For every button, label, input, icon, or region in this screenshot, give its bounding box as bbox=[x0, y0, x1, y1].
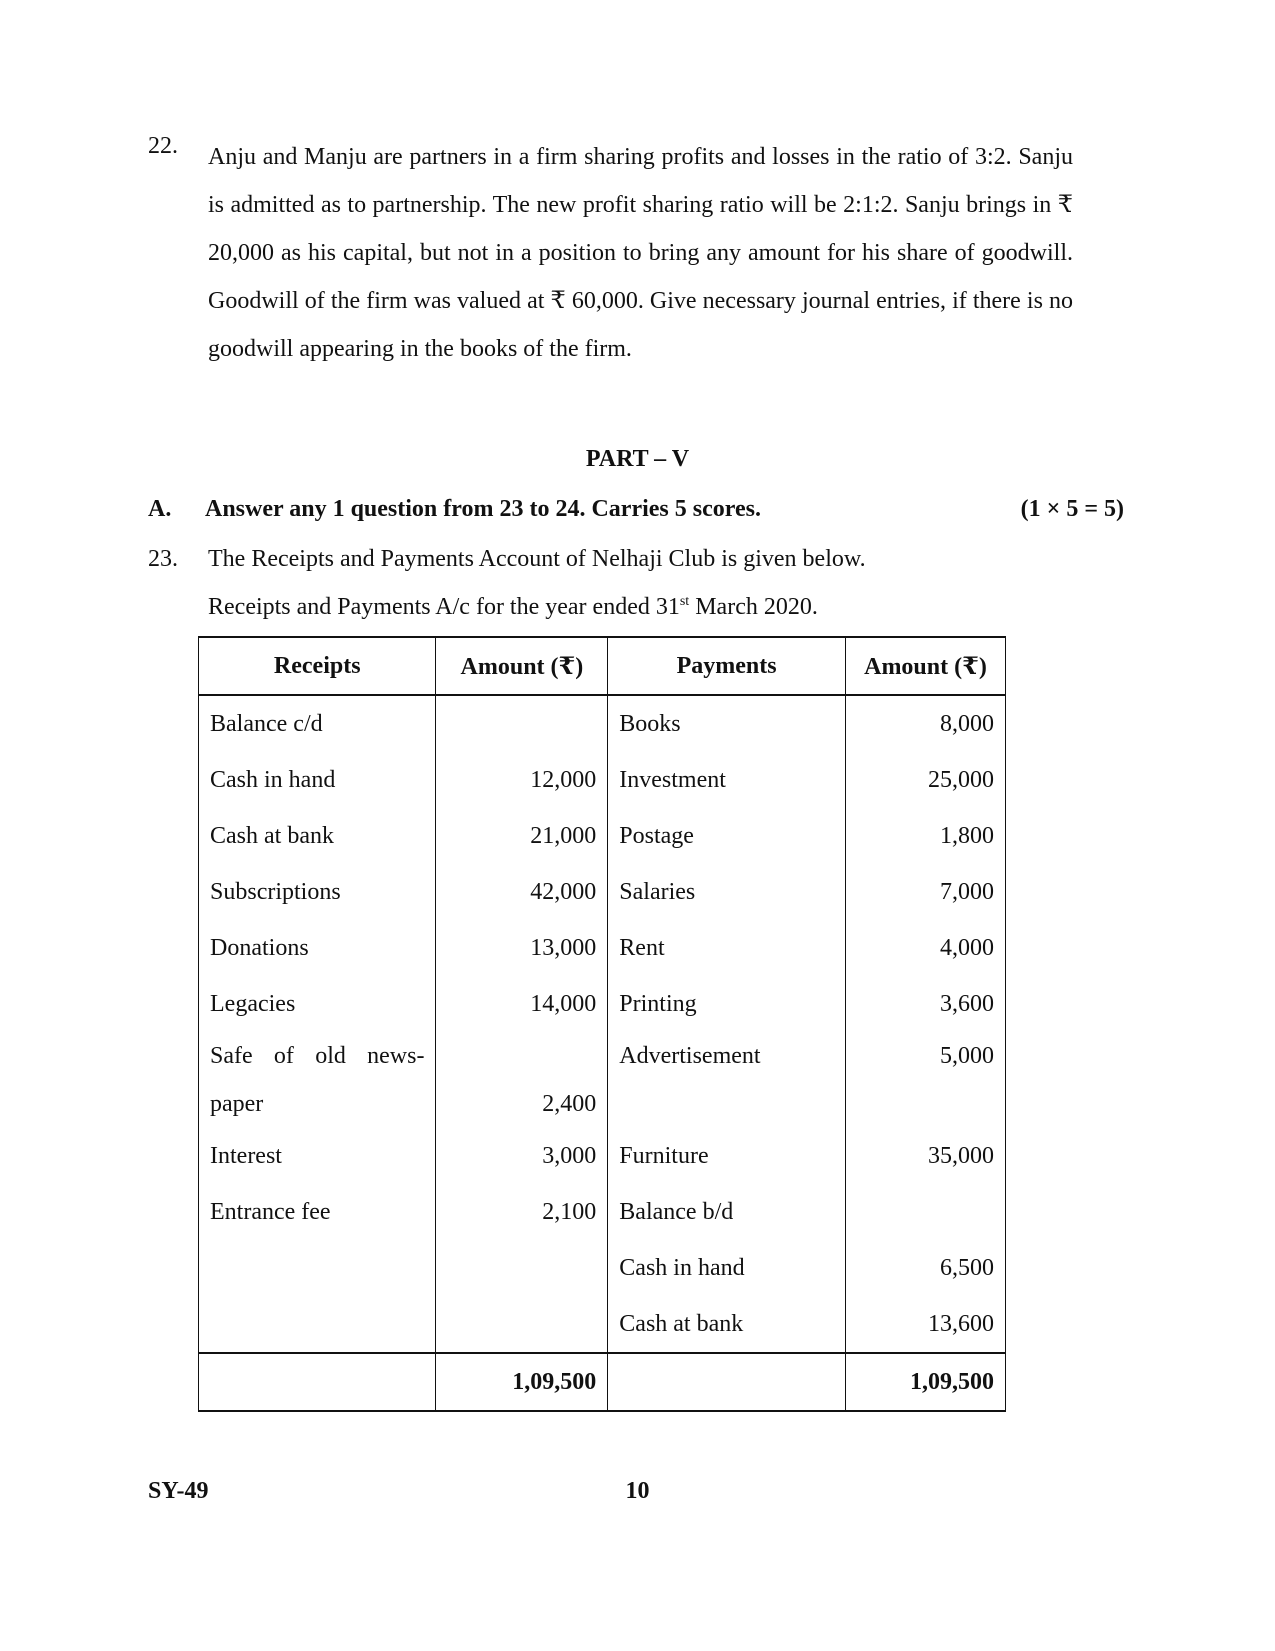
header-receipts: Receipts bbox=[199, 637, 436, 695]
payment-cell: Advertisement bbox=[608, 1032, 846, 1080]
header-payments: Payments bbox=[608, 637, 846, 695]
payment-amount-cell: 8,000 bbox=[845, 695, 1005, 752]
receipt-cell: Cash at bank bbox=[199, 808, 436, 864]
receipt-amount-cell: 13,000 bbox=[436, 920, 608, 976]
receipt-amount-cell bbox=[436, 695, 608, 752]
table-row bbox=[199, 1184, 1006, 1240]
receipt-cell bbox=[199, 1296, 436, 1353]
receipt-cell: Safe of old news- bbox=[199, 1032, 436, 1080]
payment-amount-cell: 6,500 bbox=[845, 1240, 1005, 1296]
table-row bbox=[199, 976, 1006, 1032]
payment-amount-cell: 1,800 bbox=[845, 808, 1005, 864]
receipt-cell: Entrance fee bbox=[199, 1184, 436, 1240]
section-letter: A. bbox=[148, 496, 172, 522]
receipt-cell: Cash in hand bbox=[199, 752, 436, 808]
question-text: The Receipts and Payments Account of Nelhaji Club is given below. bbox=[208, 546, 866, 572]
paper-code: SY-49 bbox=[148, 1478, 209, 1504]
receipt-cell: Donations bbox=[199, 920, 436, 976]
table-row bbox=[199, 1032, 1006, 1080]
receipt-amount-cell: 2,400 bbox=[436, 1080, 608, 1128]
receipt-cell: Interest bbox=[199, 1128, 436, 1184]
payment-amount-cell: 5,000 bbox=[845, 1032, 1005, 1080]
header-receipt-amount: Amount (₹) bbox=[436, 637, 608, 695]
payment-cell: Cash at bank bbox=[608, 1296, 846, 1353]
question-text: Anju and Manju are partners in a firm sharing profits and losses in the ratio of 3:2. Sanju is admitted as to partnership. The new profit sharing ratio will be 2:1:2. Sanju brings in ₹ 20,000 as his capital, but not in a position to bring any amount for his share of goodwill. Goodwill of the firm was valued at ₹ 60,000. Give necessary journal entries, if there is no goodwill appearing in the books of the firm. bbox=[208, 144, 1073, 362]
header-payment-amount: Amount (₹) bbox=[845, 637, 1005, 695]
score-note: (1 × 5 = 5) bbox=[1020, 496, 1124, 522]
page-number: 10 bbox=[625, 1478, 650, 1504]
table-row bbox=[199, 752, 1006, 808]
payment-amount-cell bbox=[845, 1184, 1005, 1240]
receipt-amount-cell: 12,000 bbox=[436, 752, 608, 808]
receipt-amount-cell bbox=[436, 1032, 608, 1080]
receipt-amount-cell: 42,000 bbox=[436, 864, 608, 920]
part-title: PART – V bbox=[585, 446, 690, 472]
receipt-amount-cell: 21,000 bbox=[436, 808, 608, 864]
payment-cell bbox=[608, 1080, 846, 1128]
receipt-amount-cell: 14,000 bbox=[436, 976, 608, 1032]
payment-amount-cell: 4,000 bbox=[845, 920, 1005, 976]
question-number: 23. bbox=[148, 546, 178, 572]
receipt-cell: paper bbox=[199, 1080, 436, 1128]
table-row bbox=[199, 808, 1006, 864]
table-row bbox=[199, 1240, 1006, 1296]
total-payment-label bbox=[608, 1353, 846, 1411]
question-number: 22. bbox=[148, 133, 178, 159]
table-row bbox=[199, 1080, 1006, 1128]
payment-amount-cell bbox=[845, 1080, 1005, 1128]
payment-cell: Books bbox=[608, 695, 846, 752]
payment-amount-cell: 7,000 bbox=[845, 864, 1005, 920]
payment-cell: Rent bbox=[608, 920, 846, 976]
table-row bbox=[199, 864, 1006, 920]
totals-row bbox=[199, 1353, 1006, 1411]
table-row bbox=[199, 1296, 1006, 1353]
payment-cell: Postage bbox=[608, 808, 846, 864]
account-caption: Receipts and Payments A/c for the year ended 31st March 2020. bbox=[208, 594, 818, 620]
payment-cell: Balance b/d bbox=[608, 1184, 846, 1240]
table-row bbox=[199, 695, 1006, 752]
receipt-amount-cell: 3,000 bbox=[436, 1128, 608, 1184]
question-22 bbox=[148, 133, 1073, 373]
receipt-cell bbox=[199, 1240, 436, 1296]
receipt-amount-cell bbox=[436, 1296, 608, 1353]
payment-amount-cell: 3,600 bbox=[845, 976, 1005, 1032]
receipts-payments-table bbox=[198, 636, 1006, 1412]
payment-cell: Furniture bbox=[608, 1128, 846, 1184]
table-row bbox=[199, 1128, 1006, 1184]
receipt-cell: Legacies bbox=[199, 976, 436, 1032]
total-receipt-amount: 1,09,500 bbox=[436, 1353, 608, 1411]
payment-cell: Cash in hand bbox=[608, 1240, 846, 1296]
total-receipt-label bbox=[199, 1353, 436, 1411]
payment-amount-cell: 35,000 bbox=[845, 1128, 1005, 1184]
table-header-row bbox=[199, 637, 1006, 695]
receipt-amount-cell bbox=[436, 1240, 608, 1296]
total-payment-amount: 1,09,500 bbox=[845, 1353, 1005, 1411]
table-row bbox=[199, 920, 1006, 976]
payment-cell: Printing bbox=[608, 976, 846, 1032]
payment-cell: Investment bbox=[608, 752, 846, 808]
instruction-text: Answer any 1 question from 23 to 24. Carries 5 scores. bbox=[205, 496, 761, 522]
payment-amount-cell: 13,600 bbox=[845, 1296, 1005, 1353]
receipt-cell: Balance c/d bbox=[199, 695, 436, 752]
receipt-cell: Subscriptions bbox=[199, 864, 436, 920]
receipt-amount-cell: 2,100 bbox=[436, 1184, 608, 1240]
payment-amount-cell: 25,000 bbox=[845, 752, 1005, 808]
payment-cell: Salaries bbox=[608, 864, 846, 920]
